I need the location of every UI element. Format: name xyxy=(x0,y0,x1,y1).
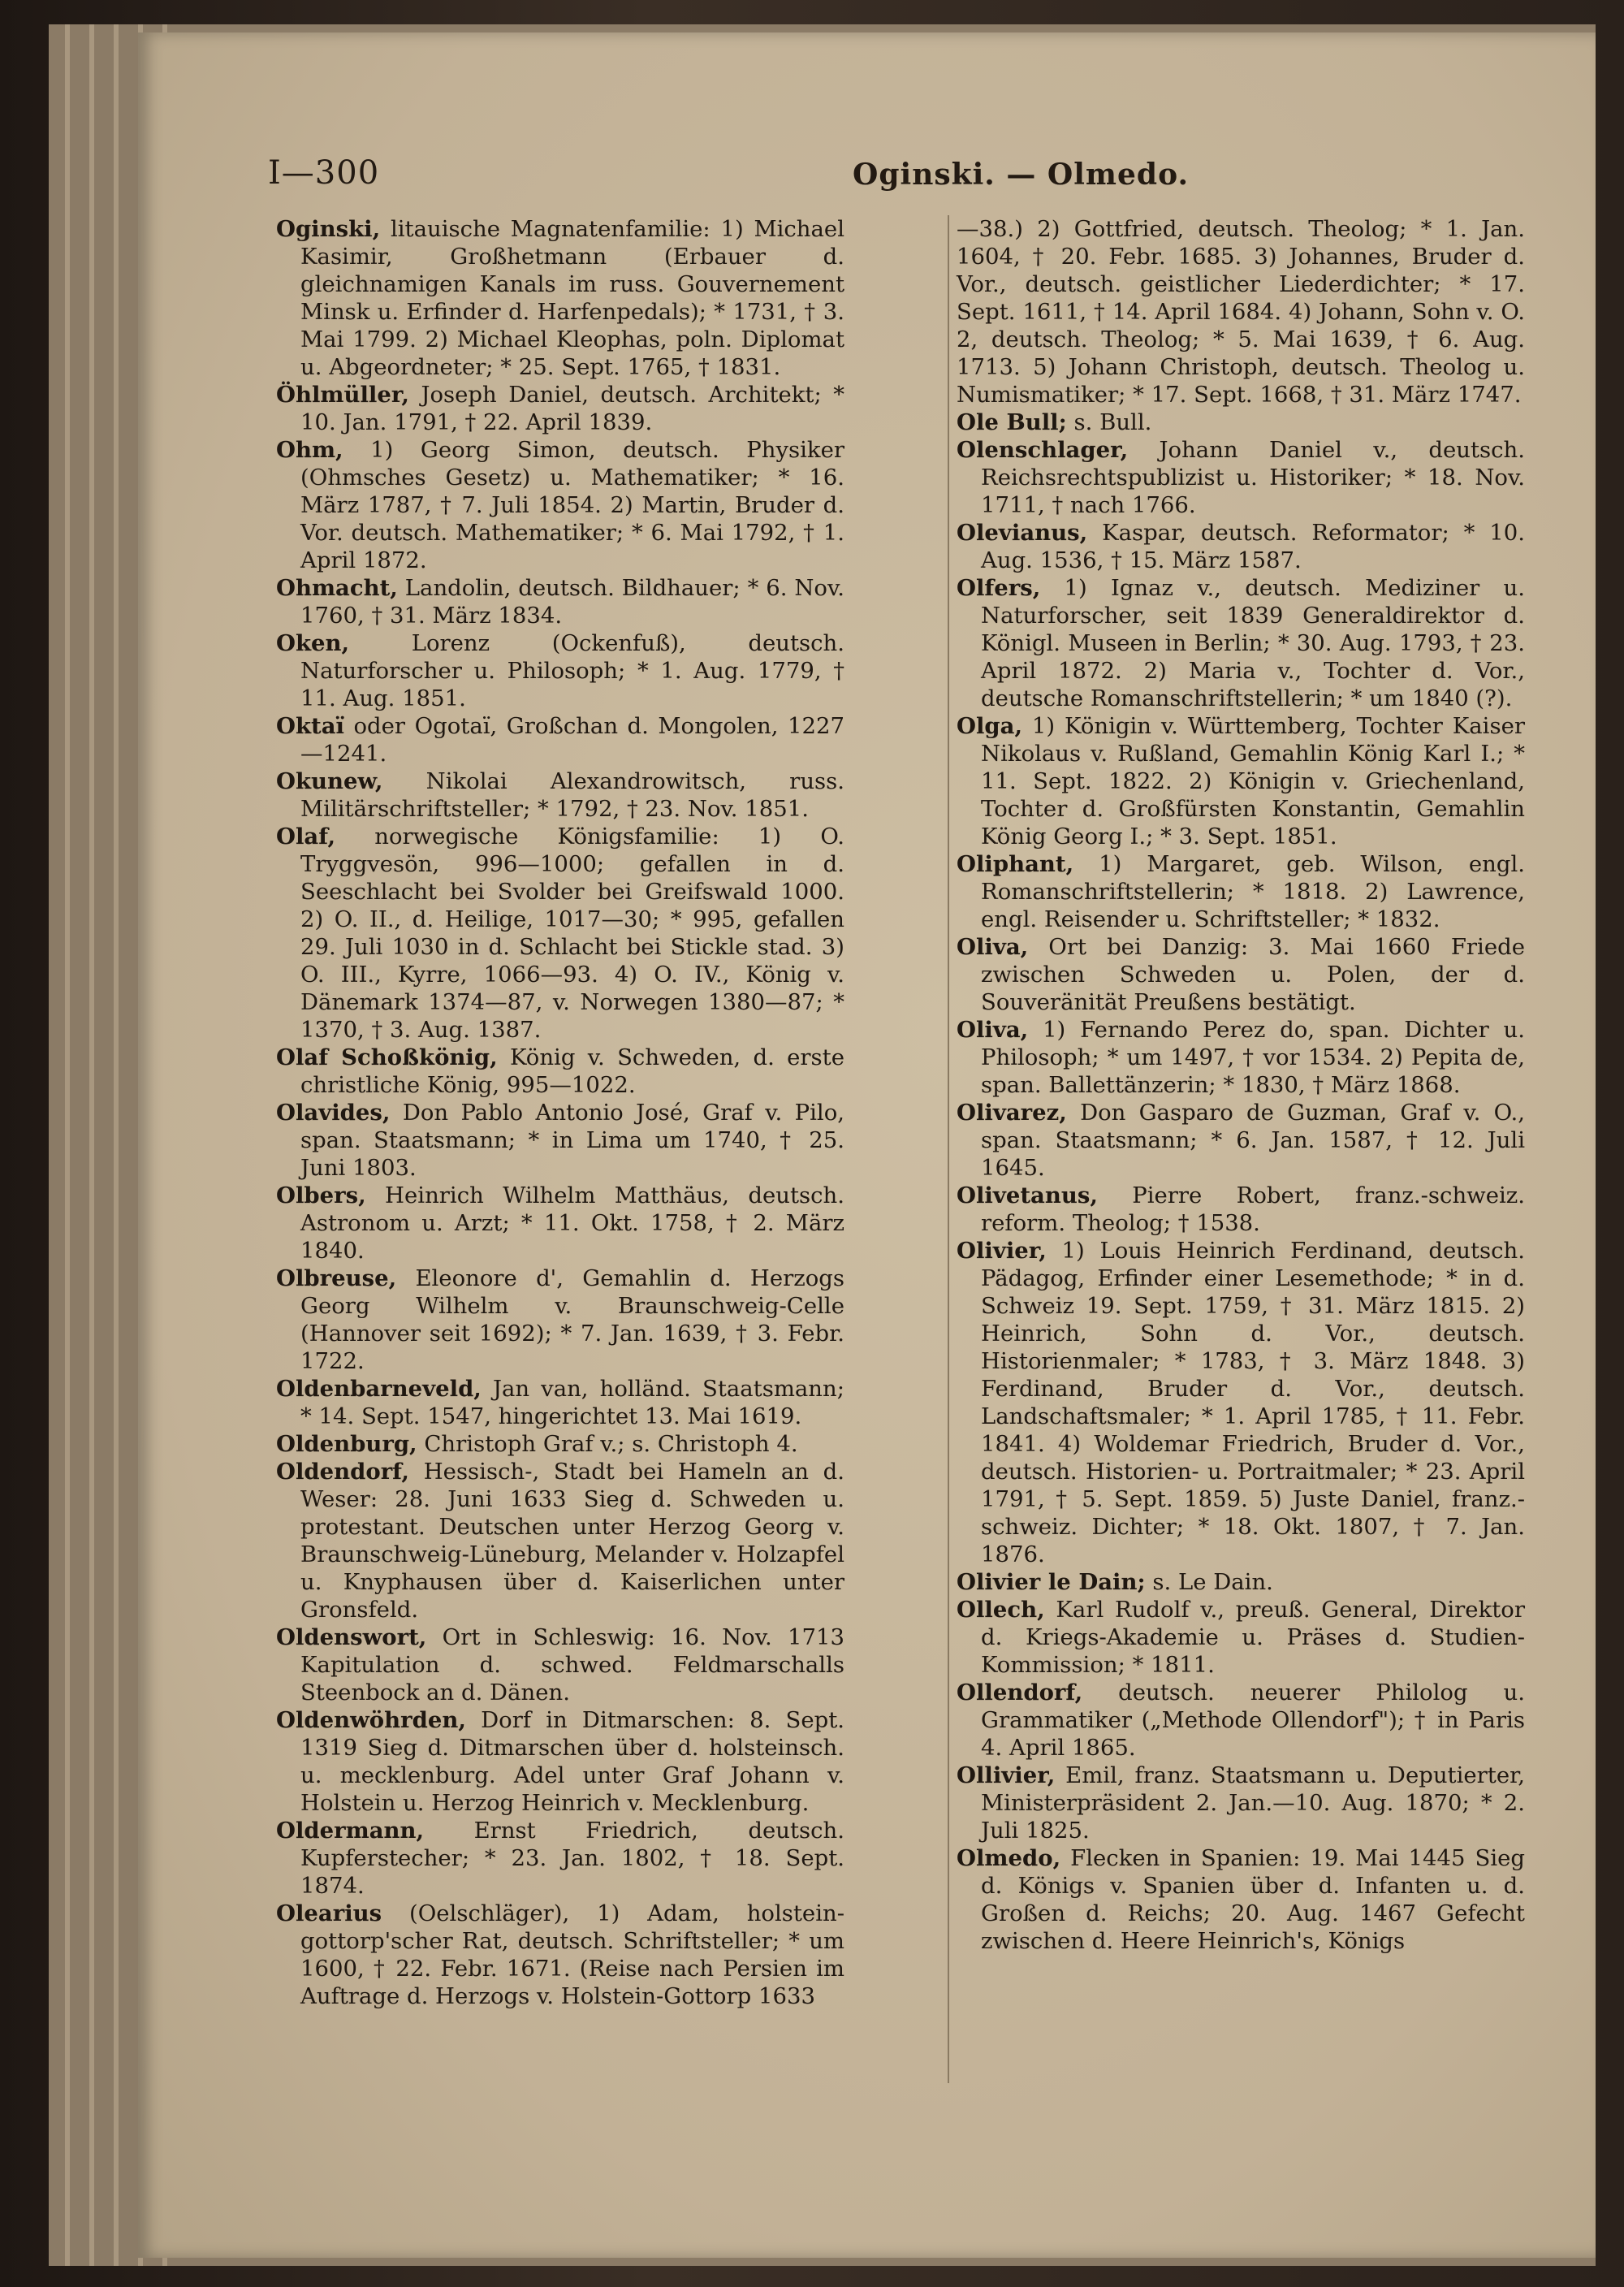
entry-text: 1) Ignaz v., deutsch. Mediziner u. Naturforscher, seit 1839 Generaldirektor d. Königl. Museen in Berlin; * 30. Aug. 1793, † 23. April 1872. 2) Maria v., Tochter d. Vor., deutsche Romanschriftstellerin; * um 1840 (?). xyxy=(981,575,1525,711)
entry-text: Ort bei Danzig: 3. Mai 1660 Friede zwischen Schweden u. Polen, der d. Souveränität Preußens bestätigt. xyxy=(981,934,1525,1015)
entry-text: Nikolai Alexandrowitsch, russ. Militärschriftsteller; * 1792, † 23. Nov. 1851. xyxy=(300,768,844,822)
entry-text: litauische Magnatenfamilie: 1) Michael Kasimir, Großhetmann (Erbauer d. gleichnamigen Kanals im russ. Gouvernement Minsk u. Erfinder d. Harfenpedals); * 1731, † 3. Mai 1799. 2) Michael Kleophas, poln. Diplomat u. Abgeordneter; * 25. Sept. 1765, † 1831. xyxy=(300,216,844,380)
dictionary-entry xyxy=(276,215,844,381)
dictionary-entry xyxy=(957,850,1525,933)
entry-lemma: Oldermann, xyxy=(276,1818,425,1844)
entry-text: s. Le Dain. xyxy=(1152,1569,1273,1595)
entry-text: Christoph Graf v.; s. Christoph 4. xyxy=(424,1431,798,1457)
entry-text: Johann Daniel v., deutsch. Reichsrechtspublizist u. Historiker; * 18. Nov. 1711, † nach 1766. xyxy=(981,437,1526,518)
entry-lemma: Oktaï xyxy=(276,713,344,739)
dictionary-entry xyxy=(276,1099,844,1182)
page-header xyxy=(268,154,1478,203)
entry-text: König v. Schweden, d. erste christliche König, 995—1022. xyxy=(300,1044,844,1098)
entry-lemma: Olenschlager, xyxy=(957,437,1129,463)
entry-text: Ort in Schleswig: 16. Nov. 1713 Kapitulation d. schwed. Feldmarschalls Steenbock an d. Dänen. xyxy=(300,1624,844,1706)
entry-text: Hessisch-, Stadt bei Hameln an d. Weser: 28. Juni 1633 Sieg d. Schweden u. protestant. Deutschen unter Herzog Georg v. Braunschweig-Lüneburg, Melander v. Holzapfel u. Knyphausen über d. Kaiserlichen unter Gronsfeld. xyxy=(300,1459,844,1623)
entry-lemma: Olmedo, xyxy=(957,1845,1061,1871)
entry-text: Ernst Friedrich, deutsch. Kupferstecher; * 23. Jan. 1802, † 18. Sept. 1874. xyxy=(300,1818,844,1899)
dictionary-entry xyxy=(276,767,844,823)
entry-text: —38.) 2) Gottfried, deutsch. Theolog; * 1. Jan. 1604, † 20. Febr. 1685. 3) Johannes, Bruder d. Vor., deutsch. geistlicher Liederdichter; * 17. Sept. 1611, † 14. April 1684. 4) Johann, Sohn v. O. 2, deutsch. Theolog; * 5. Mai 1639, † 6. Aug. 1713. 5) Johann Christoph, deutsch. Theolog u. Numismatiker; * 17. Sept. 1668, † 31. März 1747. xyxy=(957,216,1525,408)
entry-lemma: Oliva, xyxy=(957,934,1029,960)
entry-text: Pierre Robert, franz.-schweiz. reform. Theolog; † 1538. xyxy=(981,1182,1525,1236)
entry-text: Heinrich Wilhelm Matthäus, deutsch. Astronom u. Arzt; * 11. Okt. 1758, † 2. März 1840. xyxy=(300,1182,844,1264)
entry-text: Don Gasparo de Guzman, Graf v. O., span. Staatsmann; * 6. Jan. 1587, † 12. Juli 1645. xyxy=(981,1100,1525,1181)
column-divider xyxy=(948,215,949,2083)
entry-lemma: Oldenburg, xyxy=(276,1431,417,1457)
dictionary-entry xyxy=(276,1706,844,1817)
entry-text: oder Ogotaï, Großchan d. Mongolen, 1227—1241. xyxy=(300,713,844,767)
right-column xyxy=(957,215,1525,2108)
dictionary-entry xyxy=(276,1044,844,1099)
dictionary-entry xyxy=(276,629,844,712)
entry-text: Landolin, deutsch. Bildhauer; * 6. Nov. 1760, † 31. März 1834. xyxy=(300,575,844,629)
dictionary-entry xyxy=(276,823,844,1044)
dictionary-entry xyxy=(957,215,1525,409)
entry-lemma: Olaf Schoßkönig, xyxy=(276,1044,498,1070)
entry-lemma: Ohm, xyxy=(276,437,343,463)
entry-lemma: Olaf, xyxy=(276,824,336,850)
page-number: I—300 xyxy=(268,154,380,192)
entry-lemma: Olivier le Dain; xyxy=(957,1569,1146,1595)
entry-lemma: Olivarez, xyxy=(957,1100,1067,1126)
entry-lemma: Ollech, xyxy=(957,1597,1045,1623)
entry-text: Flecken in Spanien: 19. Mai 1445 Sieg d. Königs v. Spanien über d. Infanten u. d. Großen d. Reichs; 20. Aug. 1467 Gefecht zwischen d. Heere Heinrich's, Königs xyxy=(981,1845,1525,1954)
entry-lemma: Ollendorf, xyxy=(957,1680,1083,1706)
dictionary-entry xyxy=(957,519,1525,574)
entry-text: 1) Margaret, geb. Wilson, engl. Romanschriftstellerin; * 1818. 2) Lawrence, engl. Reisender u. Schriftsteller; * 1832. xyxy=(981,851,1525,932)
page-edge xyxy=(65,24,70,2266)
entry-text: Eleonore d', Gemahlin d. Herzogs Georg Wilhelm v. Braunschweig-Celle (Hannover seit 1692); * 7. Jan. 1639, † 3. Febr. 1722. xyxy=(300,1265,844,1374)
page-edge xyxy=(89,24,94,2266)
left-column xyxy=(276,215,844,2181)
dictionary-entry xyxy=(276,1900,844,2010)
entry-text: Kaspar, deutsch. Reformator; * 10. Aug. 1536, † 15. März 1587. xyxy=(981,520,1525,573)
entry-text: deutsch. neuerer Philolog u. Grammatiker („Methode Ollendorf"); † in Paris 4. April 1865. xyxy=(981,1680,1525,1761)
dictionary-entry xyxy=(276,1265,844,1375)
entry-text: (Oelschläger), 1) Adam, holstein-gottorp'scher Rat, deutsch. Schriftsteller; * um 1600, † 22. Febr. 1671. (Reise nach Persien im Auftrage d. Herzogs v. Holstein-Gottorp 1633 xyxy=(300,1900,844,2009)
entry-text: Joseph Daniel, deutsch. Architekt; * 10. Jan. 1791, † 22. April 1839. xyxy=(300,382,844,435)
entry-text: Don Pablo Antonio José, Graf v. Pilo, span. Staatsmann; * in Lima um 1740, † 25. Juni 1803. xyxy=(300,1100,844,1181)
dictionary-entry xyxy=(957,1099,1525,1182)
entry-lemma: Olearius xyxy=(276,1900,382,1926)
dictionary-entry xyxy=(957,1182,1525,1237)
entry-lemma: Ole Bull; xyxy=(957,409,1067,435)
dictionary-entry xyxy=(276,1817,844,1900)
entry-lemma: Oliphant, xyxy=(957,851,1074,877)
dictionary-entry xyxy=(957,574,1525,712)
dictionary-entry xyxy=(957,1844,1525,1955)
running-head: Oginski. — Olmedo. xyxy=(853,158,1189,192)
dictionary-entry xyxy=(957,933,1525,1016)
entry-lemma: Ollivier, xyxy=(957,1762,1056,1788)
page-edge xyxy=(114,24,119,2266)
dictionary-entry xyxy=(957,1237,1525,1568)
entry-text: 1) Georg Simon, deutsch. Physiker (Ohmsches Gesetz) u. Mathematiker; * 16. März 1787, † 7. Juli 1854. 2) Martin, Bruder d. Vor. deutsch. Mathematiker; * 6. Mai 1792, † 1. April 1872. xyxy=(300,437,844,573)
dictionary-entry xyxy=(276,381,844,436)
entry-text: Lorenz (Ockenfuß), deutsch. Naturforscher u. Philosoph; * 1. Aug. 1779, † 11. Aug. 1851. xyxy=(300,630,844,711)
entry-lemma: Olga, xyxy=(957,713,1023,739)
entry-lemma: Okunew, xyxy=(276,768,383,794)
dictionary-entry xyxy=(276,1182,844,1265)
dictionary-entry xyxy=(276,1375,844,1430)
entry-text: Jan van, holländ. Staatsmann; * 14. Sept. 1547, hingerichtet 13. Mai 1619. xyxy=(300,1376,844,1429)
entry-lemma: Oldenwöhrden, xyxy=(276,1707,466,1733)
dictionary-entry xyxy=(957,1568,1525,1596)
entry-text: Dorf in Ditmarschen: 8. Sept. 1319 Sieg d. Ditmarschen über d. holsteinsch. u. mecklenburg. Adel unter Graf Johann v. Holstein u. Herzog Heinrich v. Mecklenburg. xyxy=(300,1707,844,1816)
entry-lemma: Olbers, xyxy=(276,1182,366,1208)
entry-text: norwegische Königsfamilie: 1) O. Tryggvesön, 996—1000; gefallen in d. Seeschlacht bei Svolder bei Greifswald 1000. 2) O. II., d. Heilige, 1017—30; * 995, gefallen 29. Juli 1030 in d. Schlacht bei Stickle stad. 3) O. III., Kyrre, 1066—93. 4) O. IV., König v. Dänemark 1374—87, v. Norwegen 1380—87; * 1370, † 3. Aug. 1387. xyxy=(300,824,844,1043)
entry-lemma: Olavides, xyxy=(276,1100,391,1126)
entry-lemma: Oken, xyxy=(276,630,350,656)
entry-text: s. Bull. xyxy=(1073,409,1152,435)
dictionary-entry xyxy=(276,574,844,629)
dictionary-entry xyxy=(957,436,1525,519)
entry-lemma: Oliva, xyxy=(957,1017,1029,1043)
entry-text: 1) Louis Heinrich Ferdinand, deutsch. Pädagog, Erfinder einer Lesemethode; * in d. Schweiz 19. Sept. 1759, † 31. März 1815. 2) Heinrich, Sohn d. Vor., deutsch. Historienmaler; * 1783, † 3. März 1848. 3) Ferdinand, Bruder d. Vor., deutsch. Landschaftsmaler; * 1. April 1785, † 11. Febr. 1841. 4) Woldemar Friedrich, Bruder d. Vor., deutsch. Historien- u. Portraitmaler; * 23. April 1791, † 5. Sept. 1859. 5) Juste Daniel, franz.-schweiz. Dichter; * 18. Okt. 1807, † 7. Jan. 1876. xyxy=(981,1238,1525,1567)
entry-lemma: Olivetanus, xyxy=(957,1182,1098,1208)
dictionary-entry xyxy=(957,1016,1525,1099)
entry-text: Karl Rudolf v., preuß. General, Direktor d. Kriegs-Akademie u. Präses d. Studien-Kommission; * 1811. xyxy=(981,1597,1525,1678)
entry-lemma: Olbreuse, xyxy=(276,1265,397,1291)
dictionary-entry xyxy=(276,712,844,767)
entry-lemma: Oldenswort, xyxy=(276,1624,427,1650)
entry-lemma: Olevianus, xyxy=(957,520,1088,546)
dictionary-entry xyxy=(276,1430,844,1458)
entry-lemma: Oldenbarneveld, xyxy=(276,1376,482,1402)
entry-lemma: Oginski, xyxy=(276,216,381,242)
entry-text: Emil, franz. Staatsmann u. Deputierter, Ministerpräsident 2. Jan.—10. Aug. 1870; * 2. Juli 1825. xyxy=(981,1762,1525,1844)
dictionary-entry xyxy=(957,1762,1525,1844)
dictionary-entry xyxy=(276,1458,844,1623)
entry-text: 1) Fernando Perez do, span. Dichter u. Philosoph; * um 1497, † vor 1534. 2) Pepita de, span. Ballettänzerin; * 1830, † März 1868. xyxy=(981,1017,1525,1098)
dictionary-entry xyxy=(957,1679,1525,1762)
dictionary-entry xyxy=(957,1596,1525,1679)
entry-lemma: Öhlmüller, xyxy=(276,382,409,408)
dictionary-entry xyxy=(957,712,1525,850)
dictionary-entry xyxy=(276,1623,844,1706)
entry-lemma: Olfers, xyxy=(957,575,1041,601)
dictionary-entry xyxy=(957,409,1525,436)
entry-lemma: Olivier, xyxy=(957,1238,1047,1264)
dictionary-entry xyxy=(276,436,844,574)
entry-text: 1) Königin v. Württemberg, Tochter Kaiser Nikolaus v. Rußland, Gemahlin König Karl I.; * 11. Sept. 1822. 2) Königin v. Griechenland, Tochter d. Großfürsten Konstantin, Gemahlin König Georg I.; * 3. Sept. 1851. xyxy=(981,713,1525,850)
entry-lemma: Ohmacht, xyxy=(276,575,398,601)
entry-lemma: Oldendorf, xyxy=(276,1459,409,1485)
